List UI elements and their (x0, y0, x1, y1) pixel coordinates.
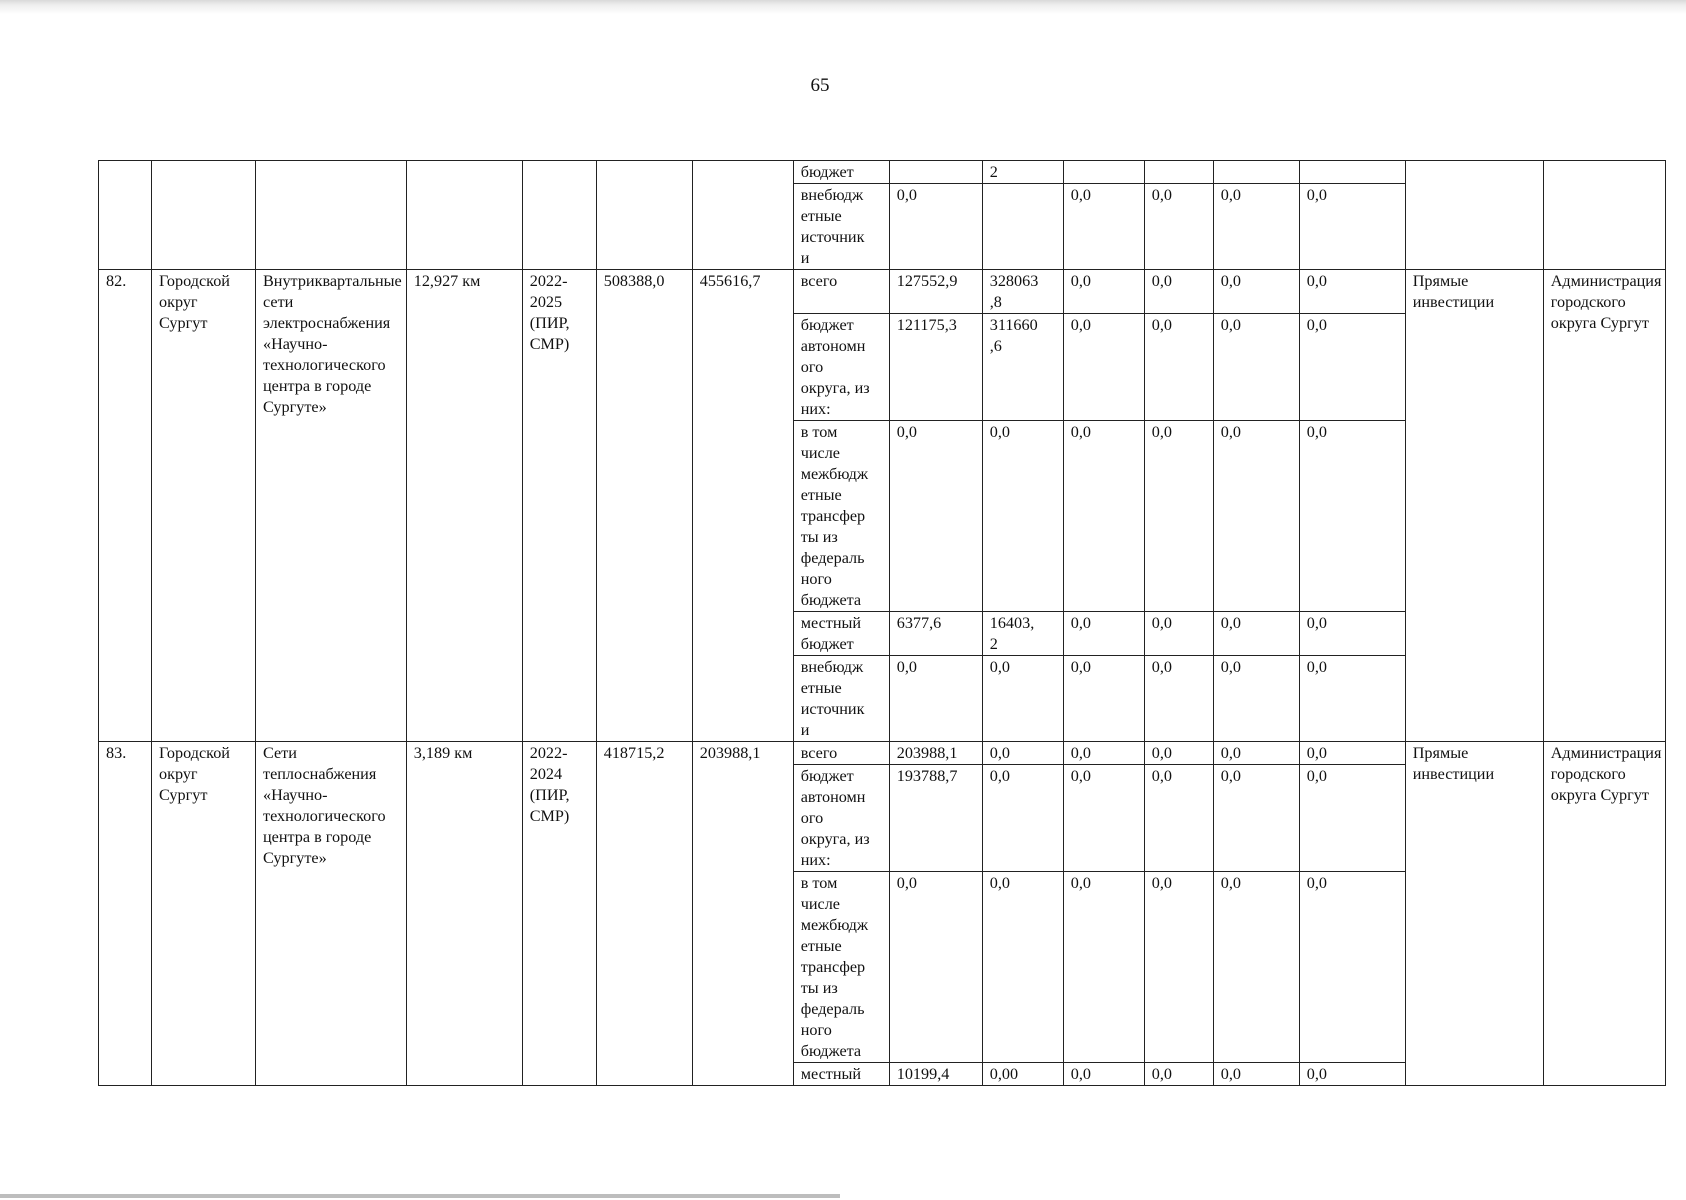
value-cell: 0,0 (982, 421, 1063, 612)
source-cell: местный (793, 1063, 889, 1086)
value-cell: 0,0 (1063, 421, 1144, 612)
object-name-cell: Внутриквартальные сети электроснабжения «Научно-технологического центра в городе Сургуте» (256, 270, 407, 742)
value-cell: 0,0 (1144, 421, 1213, 612)
source-cell: бюджет автономн ого округа, из них: (793, 314, 889, 421)
value-cell: 0,0 (1299, 270, 1405, 314)
value-cell: 0,00 (982, 1063, 1063, 1086)
value-cell: 0,0 (982, 872, 1063, 1063)
page-number: 65 (810, 75, 830, 96)
source-cell: всего (793, 742, 889, 765)
value-cell: 0,0 (1144, 612, 1213, 656)
source-cell: бюджет автономн ого округа, из них: (793, 765, 889, 872)
value-cell: 0,0 (1213, 612, 1299, 656)
value-cell: 0,0 (1213, 270, 1299, 314)
value-cell: 0,0 (1299, 872, 1405, 1063)
capacity-cell: 3,189 км (406, 742, 522, 1086)
capacity-cell: 12,927 км (406, 270, 522, 742)
investment-table (98, 160, 1666, 1086)
value-cell (1213, 161, 1299, 184)
value-cell: 0,0 (1213, 1063, 1299, 1086)
value-cell (1299, 161, 1405, 184)
value-cell: 0,0 (1299, 421, 1405, 612)
value-cell: 0,0 (1063, 612, 1144, 656)
value-cell: 0,0 (889, 872, 982, 1063)
value-cell: 0,0 (1299, 656, 1405, 742)
responsible-cell: Администрация городского округа Сургут (1543, 742, 1666, 1086)
scan-edge-top (0, 0, 1686, 14)
value-cell: 127552,9 (889, 270, 982, 314)
source-cell: бюджет (793, 161, 889, 184)
cost-total-cell: 508388,0 (596, 270, 692, 742)
value-cell (1144, 161, 1213, 184)
value-cell: 0,0 (1299, 765, 1405, 872)
value-cell: 0,0 (1299, 742, 1405, 765)
value-cell: 6377,6 (889, 612, 982, 656)
value-cell: 0,0 (1063, 314, 1144, 421)
value-cell: 0,0 (982, 742, 1063, 765)
table-body (99, 161, 1666, 1086)
value-cell: 2 (982, 161, 1063, 184)
value-cell: 0,0 (1063, 742, 1144, 765)
municipality-cell: Городской округ Сургут (152, 270, 256, 742)
value-cell: 0,0 (1144, 765, 1213, 872)
value-cell: 0,0 (1299, 612, 1405, 656)
value-cell: 0,0 (1144, 872, 1213, 1063)
value-cell: 0,0 (1144, 1063, 1213, 1086)
value-cell (1063, 161, 1144, 184)
table-row (99, 161, 1666, 184)
value-cell: 0,0 (1063, 872, 1144, 1063)
value-cell: 0,0 (1299, 1063, 1405, 1086)
municipality-cell: Городской округ Сургут (152, 742, 256, 1086)
scan-edge-bottom (0, 1194, 840, 1198)
value-cell: 0,0 (889, 421, 982, 612)
value-cell: 0,0 (1063, 765, 1144, 872)
table-row (99, 270, 1666, 314)
source-cell: местный бюджет (793, 612, 889, 656)
value-cell: 0,0 (1213, 742, 1299, 765)
value-cell: 0,0 (1063, 184, 1144, 270)
value-cell: 0,0 (1213, 765, 1299, 872)
value-cell: 0,0 (1299, 314, 1405, 421)
value-cell: 193788,7 (889, 765, 982, 872)
value-cell: 0,0 (1213, 656, 1299, 742)
value-cell: 0,0 (1213, 872, 1299, 1063)
project-number: 82. (99, 270, 152, 742)
value-cell: 0,0 (1213, 184, 1299, 270)
value-cell: 311660 ,6 (982, 314, 1063, 421)
value-cell: 16403, 2 (982, 612, 1063, 656)
source-cell: в том числе межбюдж етные трансфер ты из федераль ного бюджета (793, 872, 889, 1063)
source-cell: внебюдж етные источник и (793, 656, 889, 742)
investment-form-cell: Прямые инвестиции (1405, 270, 1543, 742)
value-cell (982, 184, 1063, 270)
value-cell: 328063 ,8 (982, 270, 1063, 314)
value-cell: 0,0 (889, 184, 982, 270)
value-cell: 0,0 (889, 656, 982, 742)
value-cell: 10199,4 (889, 1063, 982, 1086)
investment-form-cell: Прямые инвестиции (1405, 742, 1543, 1086)
value-cell: 0,0 (1144, 742, 1213, 765)
value-cell (889, 161, 982, 184)
value-cell: 0,0 (1063, 656, 1144, 742)
value-cell: 0,0 (1299, 184, 1405, 270)
responsible-cell: Администрация городского округа Сургут (1543, 270, 1666, 742)
source-cell: всего (793, 270, 889, 314)
period-cell: 2022- 2025 (ПИР, СМР) (522, 270, 596, 742)
project-number: 83. (99, 742, 152, 1086)
value-cell: 0,0 (982, 765, 1063, 872)
value-cell: 121175,3 (889, 314, 982, 421)
object-name-cell: Сети теплоснабжения «Научно-технологического центра в городе Сургуте» (256, 742, 407, 1086)
value-cell: 0,0 (1144, 314, 1213, 421)
value-cell: 0,0 (1144, 184, 1213, 270)
cost-remaining-cell: 203988,1 (692, 742, 793, 1086)
value-cell: 0,0 (1144, 656, 1213, 742)
value-cell: 203988,1 (889, 742, 982, 765)
period-cell: 2022- 2024 (ПИР, СМР) (522, 742, 596, 1086)
table-row (99, 742, 1666, 765)
source-cell: в том числе межбюдж етные трансфер ты из федераль ного бюджета (793, 421, 889, 612)
value-cell: 0,0 (982, 656, 1063, 742)
value-cell: 0,0 (1213, 314, 1299, 421)
value-cell: 0,0 (1063, 1063, 1144, 1086)
value-cell: 0,0 (1063, 270, 1144, 314)
source-cell: внебюдж етные источник и (793, 184, 889, 270)
value-cell: 0,0 (1144, 270, 1213, 314)
cost-remaining-cell: 455616,7 (692, 270, 793, 742)
cost-total-cell: 418715,2 (596, 742, 692, 1086)
value-cell: 0,0 (1213, 421, 1299, 612)
